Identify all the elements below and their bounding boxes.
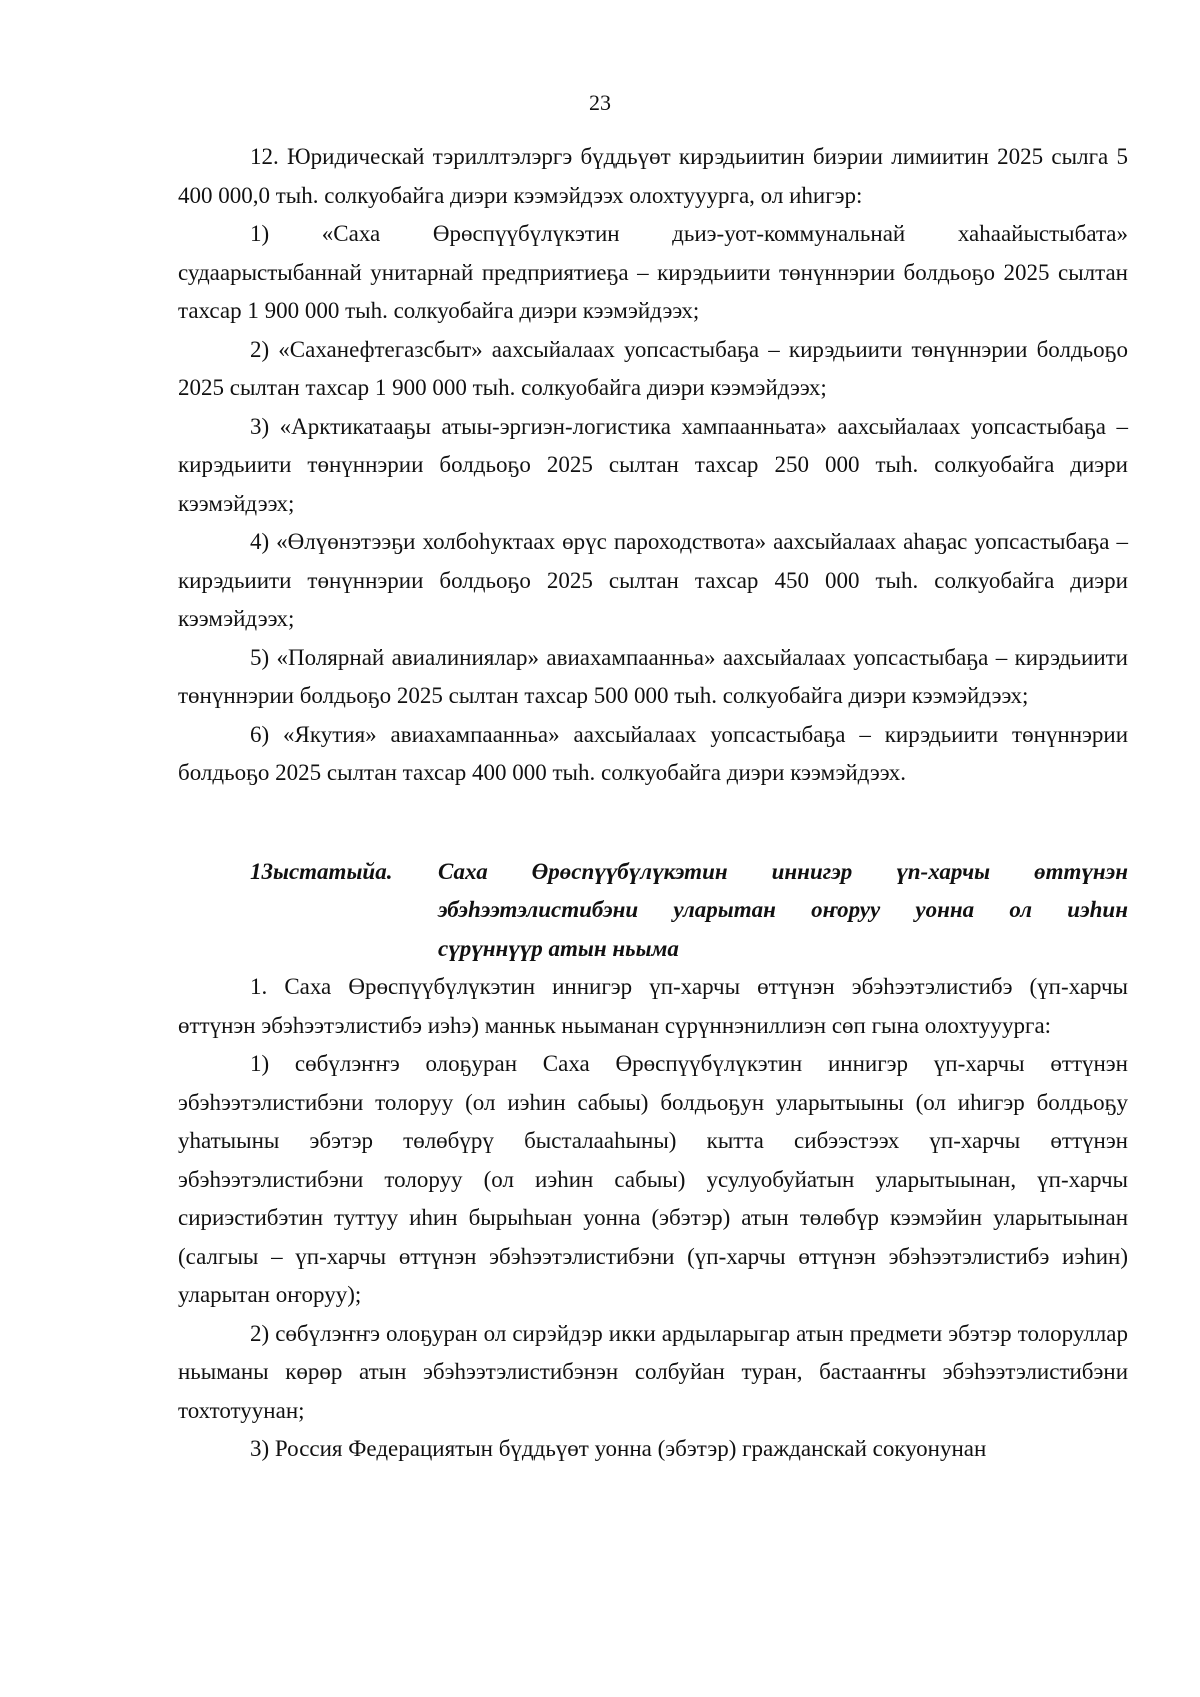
- section-12-item-4: 4) «Өлүөнэтээҕи холбоһуктаах өрүс пароходствота» аахсыйалаах аһаҕас уопсастыбаҕа – кирэдьиити төнүннэрии болдьоҕо 2025 сылтан тахсар 450 000 тыһ. солкуобайга диэри кээмэйдээх;: [178, 529, 1128, 631]
- section-12-item-3: 3) «Арктикатааҕы атыы-эргиэн-логистика хампаанньата» аахсыйалаах уопсастыбаҕа – кирэдьиити төнүннэрии болдьоҕо 2025 сылтан тахсар 250 000 тыһ. солкуобайга диэри кээмэйдээх;: [178, 413, 1128, 516]
- page-number: 23: [589, 90, 611, 115]
- article-13-title-line: Саха Өрөспүүбүлүкэтин иннигэр үп-харчы өттүнэн: [438, 858, 1128, 884]
- article-13-heading: [178, 853, 1128, 969]
- section-12-item-2: 2) «Саханефтегазсбыт» аахсыйалаах уопсастыбаҕа – кирэдьиити төнүннэрии болдьоҕо 2025 сылтан тахсар 1 900 000 тыһ. солкуобайга диэри кээмэйдээх;: [178, 336, 1128, 400]
- article-13-word: ыстатыйа.: [273, 858, 393, 884]
- article-13-item-2: 2) сөбүлэҥҥэ олоҕуран ол сирэйдэр икки ардыларыгар атын предмети эбэтэр толоруллар ньыманы көрөр атын эбэһээтэлистибэнэн солбуйан туран, бастааҥҥы эбэһээтэлистибэни тохтотуунан;: [178, 1320, 1128, 1423]
- section-12-intro: 12. Юридическай тэриллтэлэргэ бүддьүөт кирэдьиитин биэрии лимиитин 2025 сылга 5 400 000,0 тыһ. солкуобайга диэри кээмэйдээх олохтууурга, ол иһигэр:: [178, 144, 1128, 208]
- section-12-item-1: 1) «Саха Өрөспүүбүлүкэтин дьиэ-уот-коммунальнай хаһаайыстыбата» судаарыстыбаннай унитарнай предприятиеҕа – кирэдьиити төнүннэрии болдьоҕо 2025 сылтан тахсар 1 900 000 тыһ. солкуобайга диэри кээмэйдээх;: [178, 221, 1128, 323]
- section-12-item-6: 6) «Якутия» авиахампаанньа» аахсыйалаах уопсастыбаҕа – кирэдьиити төнүннэрии болдьоҕо 2025 сылтан тахсар 400 000 тыһ. солкуобайга диэри кээмэйдээх.: [178, 721, 1128, 785]
- section-12-item-5: 5) «Полярнай авиалиниялар» авиахампаанньа» аахсыйалаах уопсастыбаҕа – кирэдьиити төнүннэрии болдьоҕо 2025 сылтан тахсар 500 000 тыһ. солкуобайга диэри кээмэйдээх;: [178, 644, 1128, 708]
- article-13-number: 13: [250, 858, 273, 884]
- article-13-label: [178, 853, 393, 969]
- article-13-item-3: 3) Россия Федерациятын бүддьүөт уонна (эбэтэр) гражданскай сокуонунан: [250, 1436, 987, 1461]
- article-13-paragraph-1: 1. Саха Өрөспүүбүлүкэтин иннигэр үп-харчы өттүнэн эбэһээтэлистибэ (үп-харчы өттүнэн эбэһээтэлистибэ иэһэ) манньк ньыманан сүрүннэниллиэн сөп гына олохтууурга:: [178, 974, 1128, 1038]
- document-body: [178, 138, 1128, 1469]
- article-13-title: [388, 853, 1128, 969]
- article-13-title-line: эбэһээтэлистибэни уларытан оҥоруу уонна ол иэһин: [438, 897, 1128, 922]
- article-13-item-1: 1) сөбүлэҥҥэ олоҕуран Саха Өрөспүүбүлүкэтин иннигэр үп-харчы өттүнэн эбэһээтэлистибэни толоруу (ол иэһин сабыы) болдьоҕун уларытыыны (ол иһигэр болдьоҕу уһатыыны эбэтэр төлөбүрү бысталааһыны) кытта сибээстээх үп-харчы өттүнэн эбэһээтэлистибэни толоруу (ол иэһин сабыы) усулуобуйатын уларытыынан, үп-харчы сириэстибэтин туттуу иһин бырыһыан уонна (эбэтэр) атын төлөбүр кээмэйин уларытыынан (салгыы – үп-харчы өттүнэн эбэһээтэлистибэни (үп-харчы өттүнэн эбэһээтэлистибэ иэһин) уларытан оҥоруу);: [178, 1051, 1128, 1307]
- article-13-title-line: сүрүннүүр атын ньыма: [438, 935, 679, 961]
- spacer: [178, 793, 1128, 853]
